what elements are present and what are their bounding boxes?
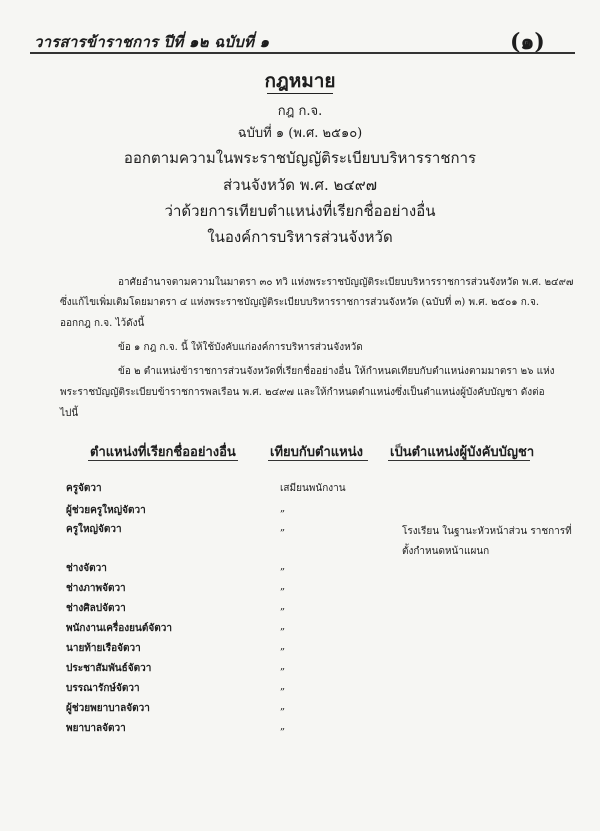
document-code: กฎ ก.จ.: [277, 104, 323, 119]
column-header-underline: [88, 460, 238, 461]
table-row: [62, 621, 582, 641]
equivalent-position-cell: „: [280, 522, 286, 533]
clause-2-line-3: ไปนี้: [60, 408, 79, 419]
equivalent-position-cell: „: [280, 721, 286, 732]
table-row: [62, 721, 582, 741]
column-header-equivalent: เทียบกับตำแหน่ง: [270, 445, 363, 460]
authority-paragraph-line-1: อาศัยอำนาจตามความในมาตรา ๓๐ ทวิ แห่งพระราชบัญญัติระเบียบบริหารราชการส่วนจังหวัด พ.ศ. ๒๔๙๗: [118, 277, 574, 288]
issued-under-line-1: ออกตามความในพระราชบัญญัติระเบียบบริหารราชการ: [123, 149, 477, 167]
position-name-cell: พยาบาลจัตวา: [66, 723, 126, 734]
subject-line-2: ในองค์การบริหารส่วนจังหวัด: [207, 228, 393, 246]
column-header-underline: [268, 460, 368, 461]
position-name-cell: ช่างจัตวา: [66, 563, 107, 574]
clause-2-line-2: พระราชบัญญัติระเบียบข้าราชการพลเรือน พ.ศ. ๒๔๙๗ และให้กำหนดตำแหน่งซึ่งเป็นตำแหน่งผู้บังคับบัญชา ดังต่อ: [60, 387, 545, 398]
table-row: [62, 681, 582, 701]
position-name-cell: ครูใหญ่จัตวา: [66, 524, 122, 535]
column-header-position-name: ตำแหน่งที่เรียกชื่ออย่างอื่น: [90, 445, 236, 460]
equivalent-position-cell: „: [280, 621, 286, 632]
supervisor-position-cell: โรงเรียน ในฐานะหัวหน้าส่วน ราชการที่ตั้งกำหนดหน้าแผนก: [402, 526, 572, 557]
table-row: [62, 641, 582, 661]
column-header-underline: [388, 460, 530, 461]
table-row: [62, 503, 582, 523]
table-row: [62, 601, 582, 621]
page-number: (๑): [510, 29, 545, 55]
position-name-cell: ประชาสัมพันธ์จัตวา: [66, 663, 152, 674]
position-name-cell: ผู้ช่วยครูใหญ่จัตวา: [66, 505, 146, 516]
table-row: [62, 661, 582, 681]
table-row: [62, 481, 582, 501]
title-underline: [267, 93, 333, 94]
header-rule: [30, 52, 575, 54]
equivalent-position-cell: „: [280, 561, 286, 572]
position-name-cell: ช่างศิลปจัตวา: [66, 603, 126, 614]
equivalent-position-cell: „: [280, 641, 286, 652]
document-type-title: กฎหมาย: [264, 70, 336, 92]
authority-paragraph-line-3: ออกกฎ ก.จ. ไว้ดังนี้: [60, 318, 145, 329]
table-row: [62, 522, 582, 557]
equivalent-position-cell: เสมียนพนักงาน: [280, 483, 346, 494]
issued-under-line-2: ส่วนจังหวัด พ.ศ. ๒๔๙๗: [223, 176, 377, 194]
equivalent-position-cell: „: [280, 661, 286, 672]
position-name-cell: ครูจัตวา: [66, 483, 102, 494]
position-name-cell: พนักงานเครื่องยนต์จัตวา: [66, 623, 172, 634]
equivalent-position-cell: „: [280, 581, 286, 592]
running-header: วารสารข้าราชการ ปีที่ ๑๒ ฉบับที่ ๑: [34, 33, 270, 51]
table-row: [62, 581, 582, 601]
equivalent-position-cell: „: [280, 601, 286, 612]
table-row: [62, 701, 582, 721]
position-name-cell: บรรณารักษ์จัตวา: [66, 683, 140, 694]
table-row: [62, 561, 582, 581]
subject-line-1: ว่าด้วยการเทียบตำแหน่งที่เรียกชื่ออย่างอื่น: [164, 202, 436, 220]
clause-1: ข้อ ๑ กฎ ก.จ. นี้ ให้ใช้บังคับแก่องค์การบริหารส่วนจังหวัด: [118, 342, 363, 353]
column-header-supervisor: เป็นตำแหน่งผู้บังคับบัญชา: [390, 445, 535, 460]
equivalent-position-cell: „: [280, 701, 286, 712]
authority-paragraph-line-2: ซึ่งแก้ไขเพิ่มเติมโดยมาตรา ๔ แห่งพระราชบัญญัติระเบียบบริหารราชการส่วนจังหวัด (ฉบับที่ ๓) พ.ศ. ๒๕๐๑ ก.จ.: [60, 297, 540, 308]
clause-2-line-1: ข้อ ๒ ตำแหน่งข้าราชการส่วนจังหวัดที่เรียกชื่ออย่างอื่น ให้กำหนดเทียบกับตำแหน่งตามมาตรา ๒๖ แห่ง: [118, 366, 555, 377]
position-name-cell: นายท้ายเรือจัตวา: [66, 643, 141, 654]
position-name-cell: ช่างภาพจัตวา: [66, 583, 126, 594]
equivalent-position-cell: „: [280, 681, 286, 692]
equivalent-position-cell: „: [280, 503, 286, 514]
position-name-cell: ผู้ช่วยพยาบาลจัตวา: [66, 703, 150, 714]
issue-number: ฉบับที่ ๑ (พ.ศ. ๒๕๑๐): [237, 126, 363, 141]
